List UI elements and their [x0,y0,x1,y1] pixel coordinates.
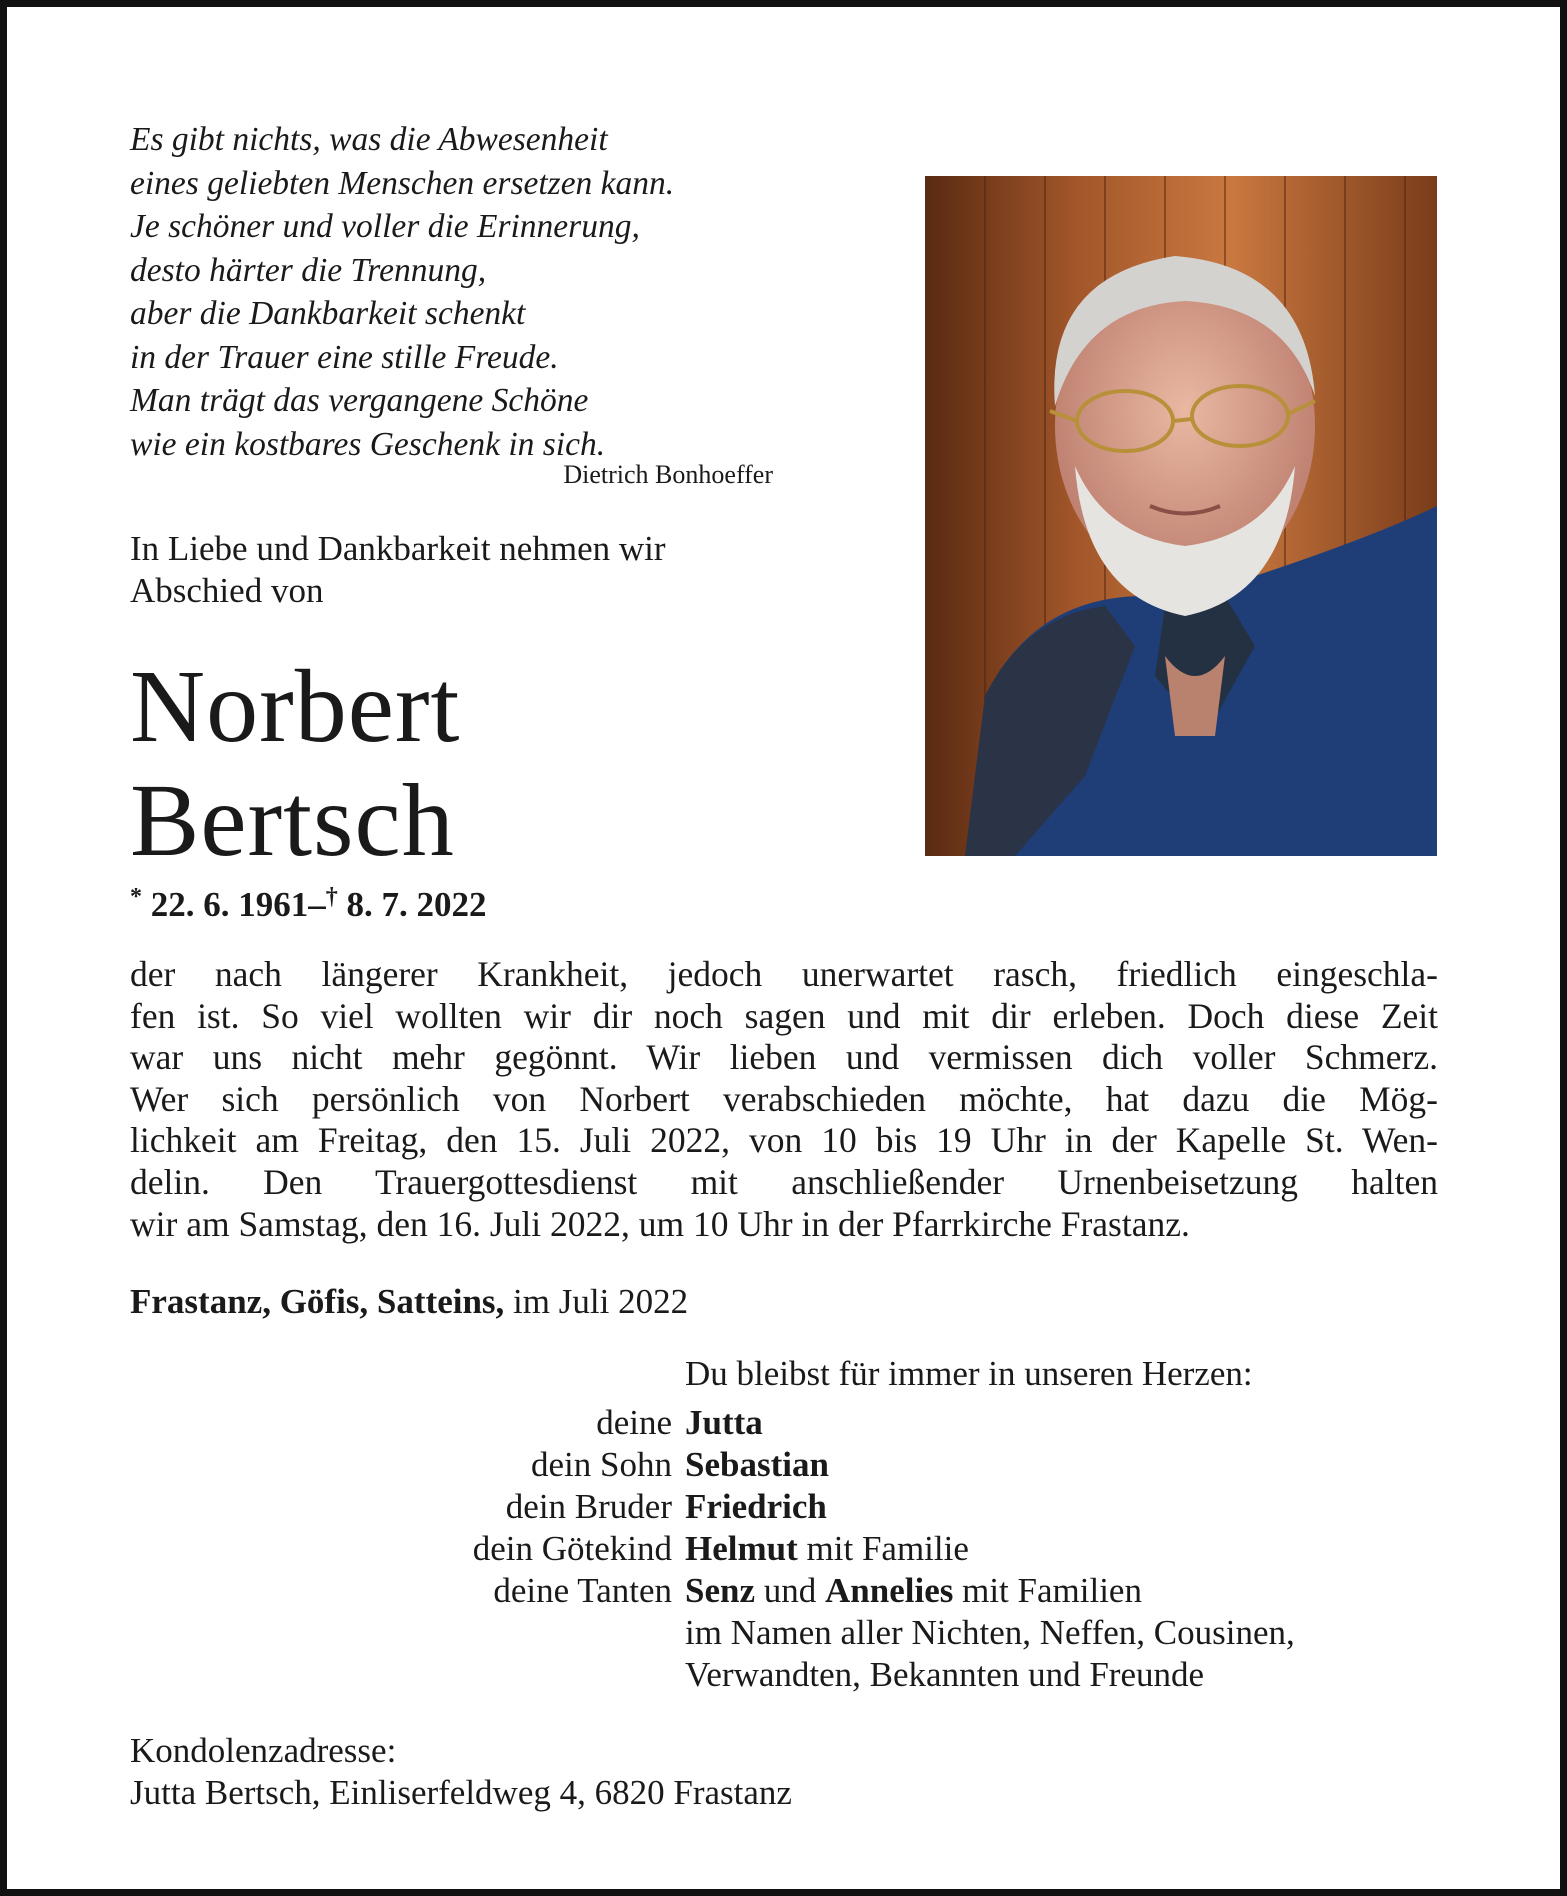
family-suffix: mit Familie [797,1529,969,1568]
birth-symbol: * [130,884,142,910]
family-heading: Du bleibst für immer in unseren Herzen: [685,1354,1253,1393]
body-line: lichkeit am Freitag, den 15. Juli 2022, von 10 bis 19 Uhr in der Kapelle St. Wen- [130,1120,1438,1161]
family-row [130,1444,1295,1486]
family-row [130,1402,1295,1444]
family-name: Friedrich [685,1487,827,1526]
death-symbol: † [325,884,338,910]
condolence-address [130,1730,792,1814]
family-row [130,1570,1295,1612]
family-name: Annelies [825,1571,954,1610]
poem-line: eines geliebten Menschen ersetzen kann. [130,164,675,202]
date-separator: – [308,885,326,924]
birth-date: 22. 6. 1961 [150,885,309,924]
relation: dein Götekind [472,1529,672,1568]
poem [130,118,674,466]
last-name: Bertsch [130,763,455,878]
relation: dein Bruder [505,1487,672,1526]
body-line: war uns nicht mehr gegönnt. Wir lieben und vermissen dich voller Schmerz. [130,1037,1438,1078]
body-line: Wer sich persönlich von Norbert verabschieden möchte, hat dazu die Mög- [130,1078,1438,1119]
towns: Frastanz, Göfis, Satteins, [130,1282,505,1321]
body-line: der nach längerer Krankheit, jedoch unerwartet rasch, friedlich eingeschla- [130,954,1438,994]
life-dates [130,884,487,925]
family-list [130,1402,1295,1696]
poem-line: Es gibt nichts, was die Abwesenheit [130,121,608,158]
poem-line: Je schöner und voller die Erinnerung, [130,208,640,245]
family-name: Helmut [685,1529,798,1568]
family-name: Senz [685,1571,755,1610]
intro-line: In Liebe und Dankbarkeit nehmen wir [130,529,666,568]
poem-line: Man trägt das vergangene Schöne [130,382,589,419]
family-closing: Verwandten, Bekannten und Freunde [685,1655,1205,1694]
intro-text [130,528,666,612]
relation: deine Tanten [493,1571,672,1610]
family-row [130,1528,1295,1570]
poem-line: wie ein kostbares Geschenk in sich. [130,425,606,463]
poem-author: Dietrich Bonhoeffer [563,460,773,489]
death-date: 8. 7. 2022 [346,885,487,924]
poem-line: in der Trauer eine stille Freude. [130,338,559,376]
family-row [130,1486,1295,1528]
intro-line: Abschied von [130,571,324,610]
family-suffix: mit Familien [953,1571,1142,1610]
deceased-name [130,650,460,878]
family-name: Jutta [685,1403,763,1442]
poem-line: desto härter die Trennung, [130,251,487,289]
family-conjunction: und [755,1571,825,1610]
family-row [130,1612,1295,1654]
family-name: Sebastian [685,1445,829,1484]
body-line: wir am Samstag, den 16. Juli 2022, um 10 Uhr in der Pfarrkirche Frastanz. [130,1203,1190,1244]
portrait-photo [925,176,1437,856]
family-row [130,1654,1295,1696]
first-name: Norbert [130,649,461,764]
month-date: im Juli 2022 [513,1282,689,1321]
condolence-text: Jutta Bertsch, Einliserfeldweg 4, 6820 Frastanz [130,1773,792,1812]
family-closing: im Namen aller Nichten, Neffen, Cousinen, [685,1613,1295,1652]
condolence-label: Kondolenzadresse: [130,1731,397,1770]
poem-line: aber die Dankbarkeit schenkt [130,295,526,332]
body-line: delin. Den Trauergottesdienst mit anschließender Urnenbeisetzung halten [130,1161,1438,1202]
body-line: fen ist. So viel wollten wir dir noch sagen und mit dir erleben. Doch diese Zeit [130,995,1438,1036]
place-date [130,1282,688,1322]
relation: deine [596,1403,672,1442]
obituary-text [130,954,1438,1245]
relation: dein Sohn [531,1445,672,1484]
